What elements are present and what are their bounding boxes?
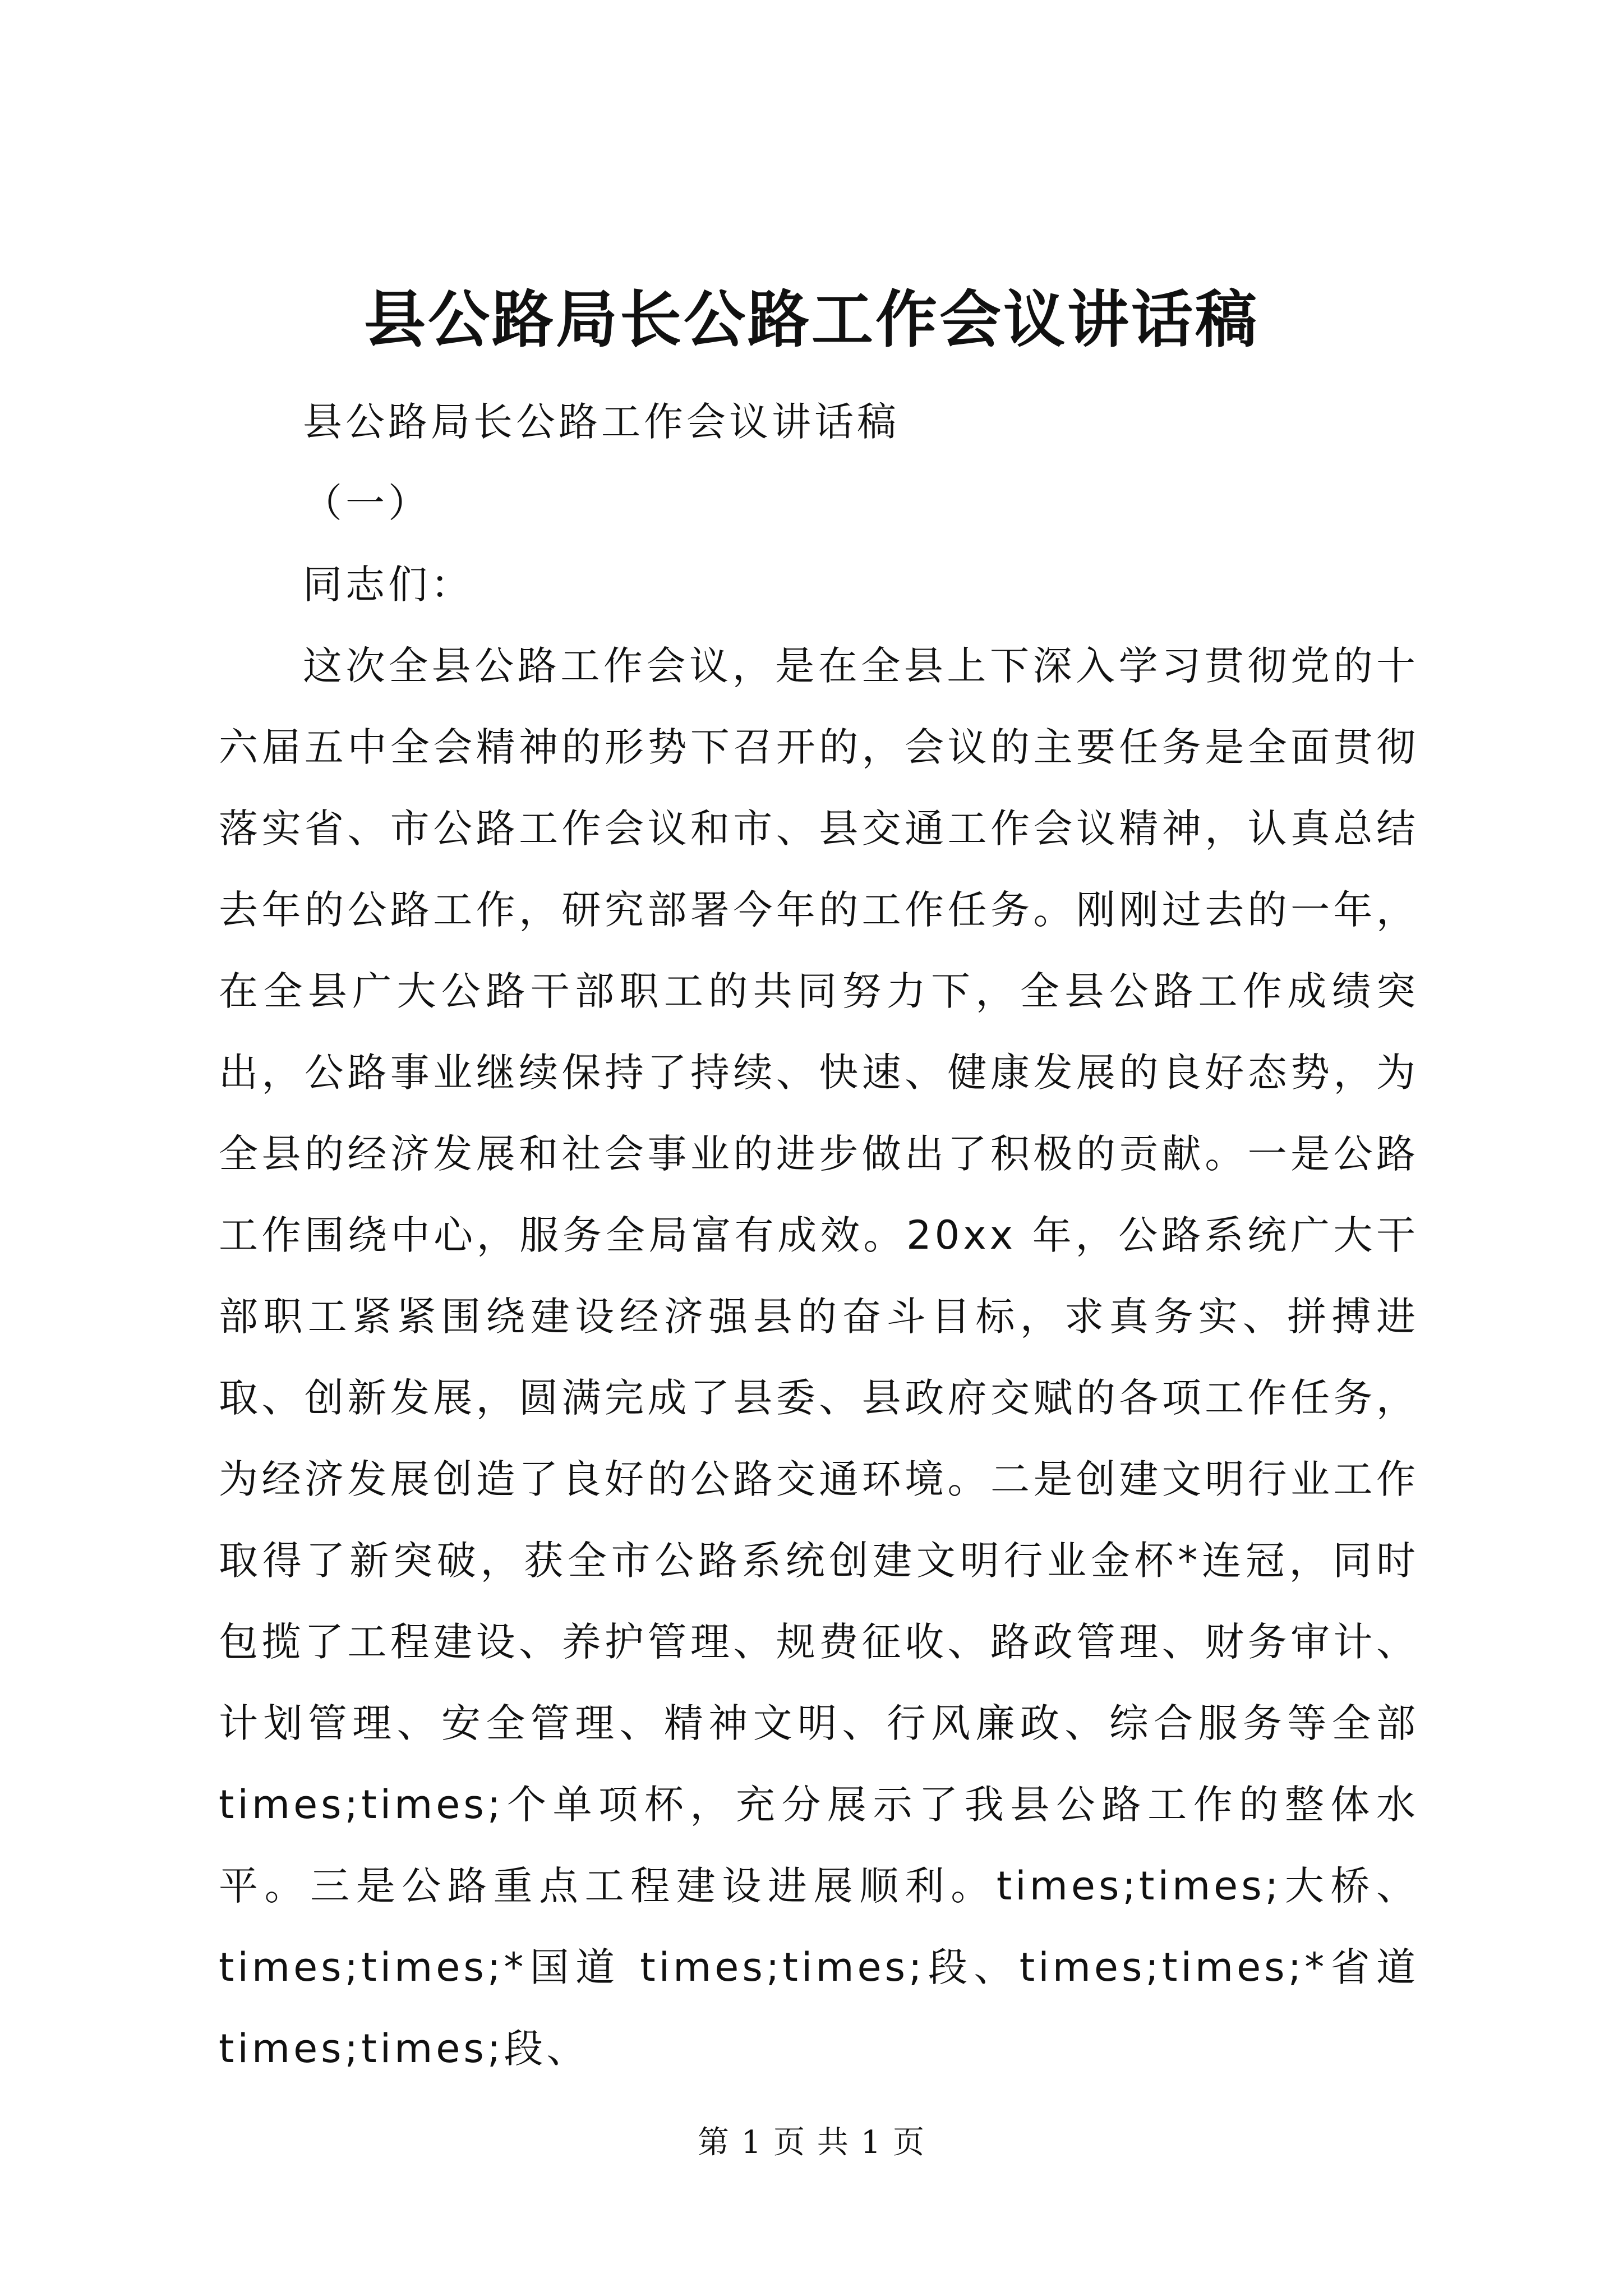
document-title: 县公路局长公路工作会议讲话稿 [364, 283, 1259, 356]
page-footer: 第 1 页 共 1 页 [697, 2124, 926, 2161]
document-body [219, 381, 1419, 2090]
section-number: （一） [303, 480, 431, 526]
salutation: 同志们： [303, 562, 473, 608]
body-paragraph: 这次全县公路工作会议，是在全县上下深入学习贯彻党的十六届五中全会精神的形势下召开的，会议的主要任务是全面贯彻落实省、市公路工作会议和市、县交通工作会议精神，认真总结去年的公路工作，研究部署今年的工作任务。刚刚过去的一年，在全县广大公路干部职工的共同努力下，全县公路工作成绩突出，公路事业继续保持了持续、快速、健康发展的良好态势，为全县的经济发展和社会事业的进步做出了积极的贡献。一是公路工作围绕中心，服务全局富有成效。20xx 年，公路系统广大干部职工紧紧围绕建设经济强县的奋斗目标，求真务实、拼搏进取、创新发展，圆满完成了县委、县政府交赋的各项工作任务，为经济发展创造了良好的公路交通环境。二是创建文明行业工作取得了新突破，获全市公路系统创建文明行业金杯*连冠，同时包揽了工程建设、养护管理、规费征收、路政管理、财务审计、计划管理、安全管理、精神文明、行风廉政、综合服务等全部times;times;个单项杯，充分展示了我县公路工作的整体水平。三是公路重点工程建设进展顺利。times;times;大桥、times;times;*国道 times;times;段、times;times;*省道 times;times;段、 [219, 643, 1419, 2072]
document-subtitle: 县公路局长公路工作会议讲话稿 [303, 399, 900, 445]
